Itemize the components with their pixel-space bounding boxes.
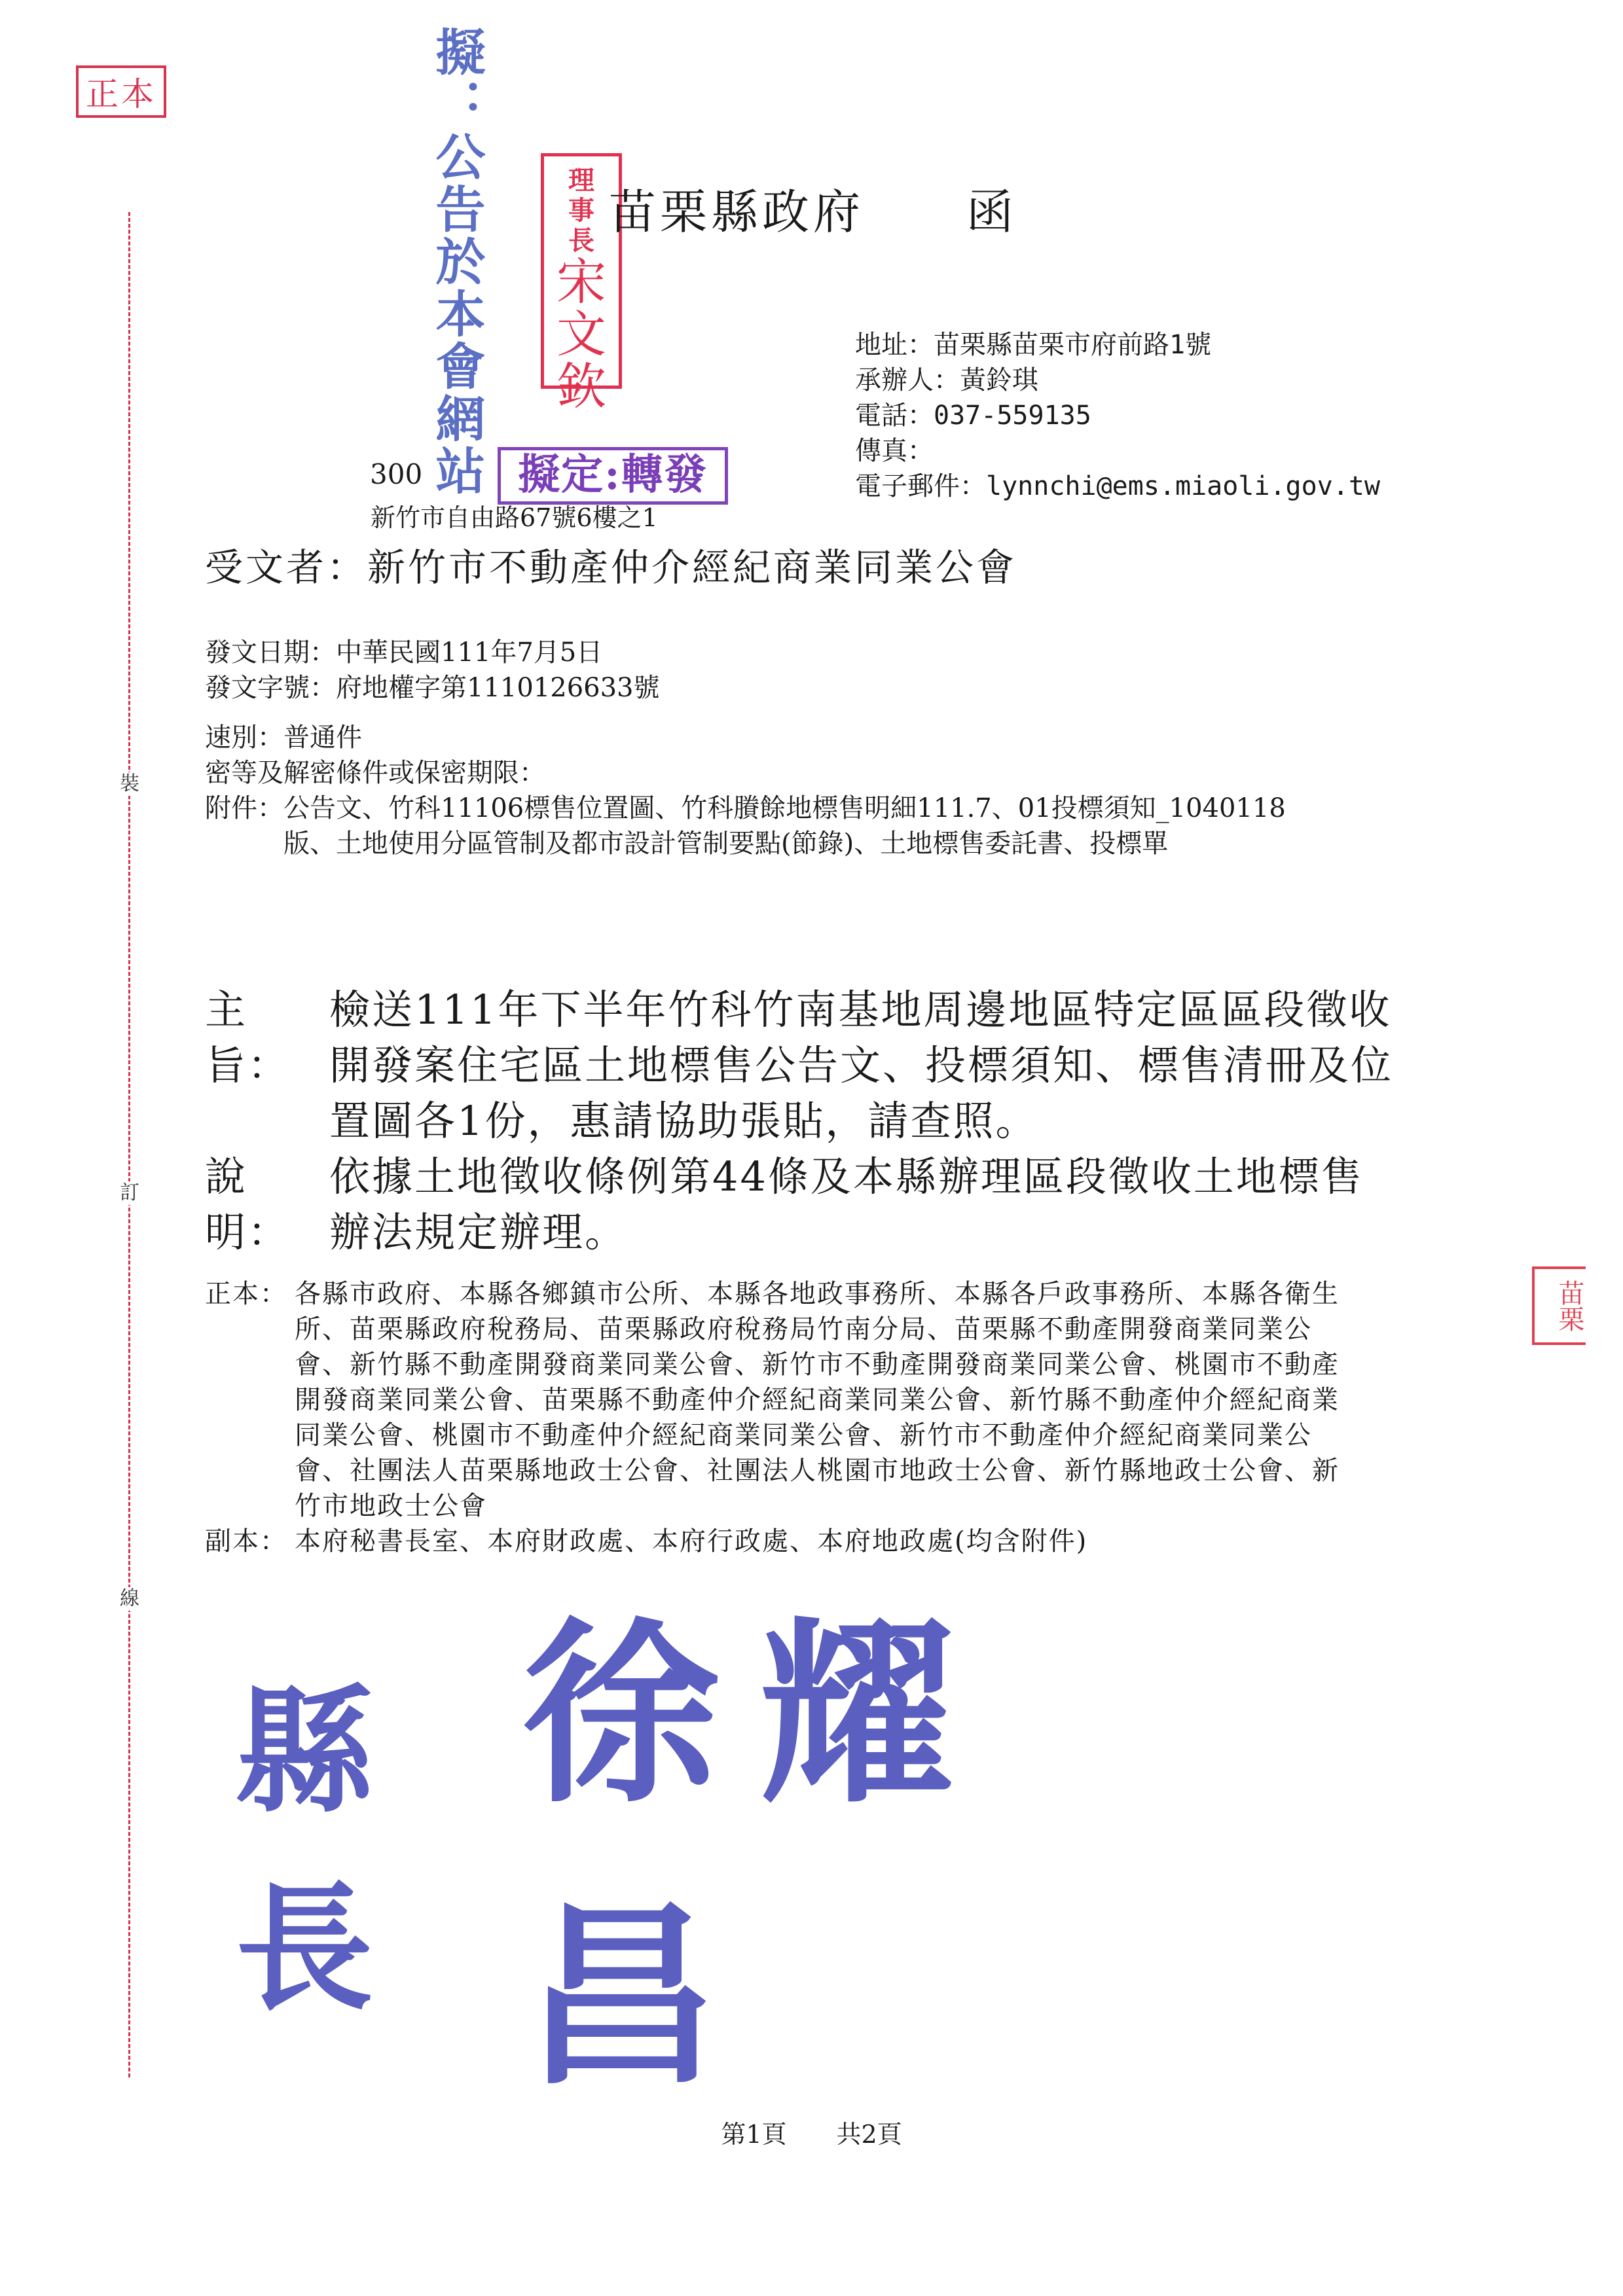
contact-address: 地址：苗栗縣苗栗市府前路1號 (855, 330, 1212, 360)
binding-label-bottom: 線 (118, 1587, 141, 1611)
subject-text: 檢送111年下半年竹科竹南基地周邊地區特定區區段徵收開發案住宅區土地標售公告文、投標須知、標售清冊及位置圖各1份，惠請協助張貼，請查照。 (329, 986, 1394, 1145)
chairman-name-char: 文 (556, 305, 606, 363)
publish-note-stamp: 擬：公告於本會網站 (428, 26, 486, 497)
magistrate-signature-stamp (236, 1601, 1192, 2111)
subject (205, 982, 1403, 1149)
recipient: 受文者：新竹市不動產仲介經紀商業同業公會 (205, 545, 1017, 590)
binding-line (128, 212, 130, 2077)
subject-label: 主旨： (205, 986, 291, 1089)
copy-list: 本府秘書長室、本府財政處、本府行政處、本府地政處(均含附件) (295, 1526, 1088, 1556)
recipient-address: 新竹市自由路67號6樓之1 (371, 503, 658, 532)
original-copy-stamp: 正本 (76, 65, 166, 118)
chairman-title-char: 事 (568, 195, 594, 226)
original-list: 各縣市政府、本縣各鄉鎮市公所、本縣各地政事務所、本縣各戶政事務所、本縣各衛生所、苗栗縣政府稅務局、苗栗縣政府稅務局竹南分局、苗栗縣不動產開發商業同業公會、新竹縣不動產開發商業同業公會、新竹市不動產開發商業同業公會、桃園市不動產開發商業同業公會、苗栗縣不動產仲介經紀商業同業公會、新竹縣不動產仲介經紀商業同業公會、桃園市不動產仲介經紀商業同業公會、新竹市不動產仲介經紀商業同業公會、社團法人苗栗縣地政士公會、社團法人桃園市地政士公會、新竹縣地政士公會、新竹市地政士公會 (295, 1279, 1340, 1521)
page-number: 第1頁 共2頁 (721, 2120, 902, 2149)
document-meta (205, 635, 1331, 861)
attachments (205, 791, 1331, 861)
binding-label-middle: 訂 (118, 1181, 141, 1205)
contact-block (855, 327, 1380, 504)
signature-name: 徐耀昌 (522, 1601, 994, 2111)
explanation (205, 1149, 1403, 1260)
document-number: 發文字號：府地權字第1110126633號 (205, 673, 660, 703)
copy-recipients (205, 1524, 1344, 1559)
document-title: 苗栗縣政府 函 (609, 185, 1018, 240)
issue-date: 發文日期：中華民國111年7月5日 (205, 637, 603, 668)
edge-seal: 苗栗 (1532, 1266, 1586, 1345)
explanation-label: 說明： (205, 1153, 291, 1256)
signature-title: 縣長 (236, 1672, 367, 2030)
copy-label: 副本： (205, 1526, 287, 1556)
original-label: 正本： (205, 1279, 287, 1309)
confidentiality: 密等及解密條件或保密期限： (205, 758, 545, 788)
forward-stamp: 擬定:轉發 (498, 447, 728, 505)
contact-fax: 傳真： (855, 436, 934, 466)
explanation-text: 依據土地徵收條例第44條及本縣辦理區段徵收土地標售辦法規定辦理。 (329, 1153, 1364, 1256)
contact-email[interactable]: 電子郵件：lynnchi@ems.miaoli.gov.tw (855, 471, 1381, 501)
distribution (205, 1276, 1344, 1559)
contact-phone: 電話：037-559135 (855, 401, 1091, 431)
chairman-title-char: 長 (568, 225, 594, 256)
attachments-label: 附件： (205, 793, 283, 823)
contact-handler: 承辦人：黃鈴琪 (855, 365, 1038, 395)
priority: 速別：普通件 (205, 723, 362, 753)
document-body (205, 982, 1403, 1260)
original-recipients (205, 1276, 1344, 1524)
chairman-title-char: 理 (568, 165, 594, 196)
binding-label-top: 裝 (118, 772, 141, 796)
chairman-name-char: 欽 (556, 357, 606, 416)
chairman-name-char: 宋 (556, 253, 606, 311)
recipient-zip: 300 (370, 458, 423, 490)
attachments-list[interactable]: 公告文、竹科11106標售位置圖、竹科賸餘地標售明細111.7、01投標須知_1040118版、土地使用分區管制及都市設計管制要點(節錄)、土地標售委託書、投標單 (283, 793, 1286, 859)
